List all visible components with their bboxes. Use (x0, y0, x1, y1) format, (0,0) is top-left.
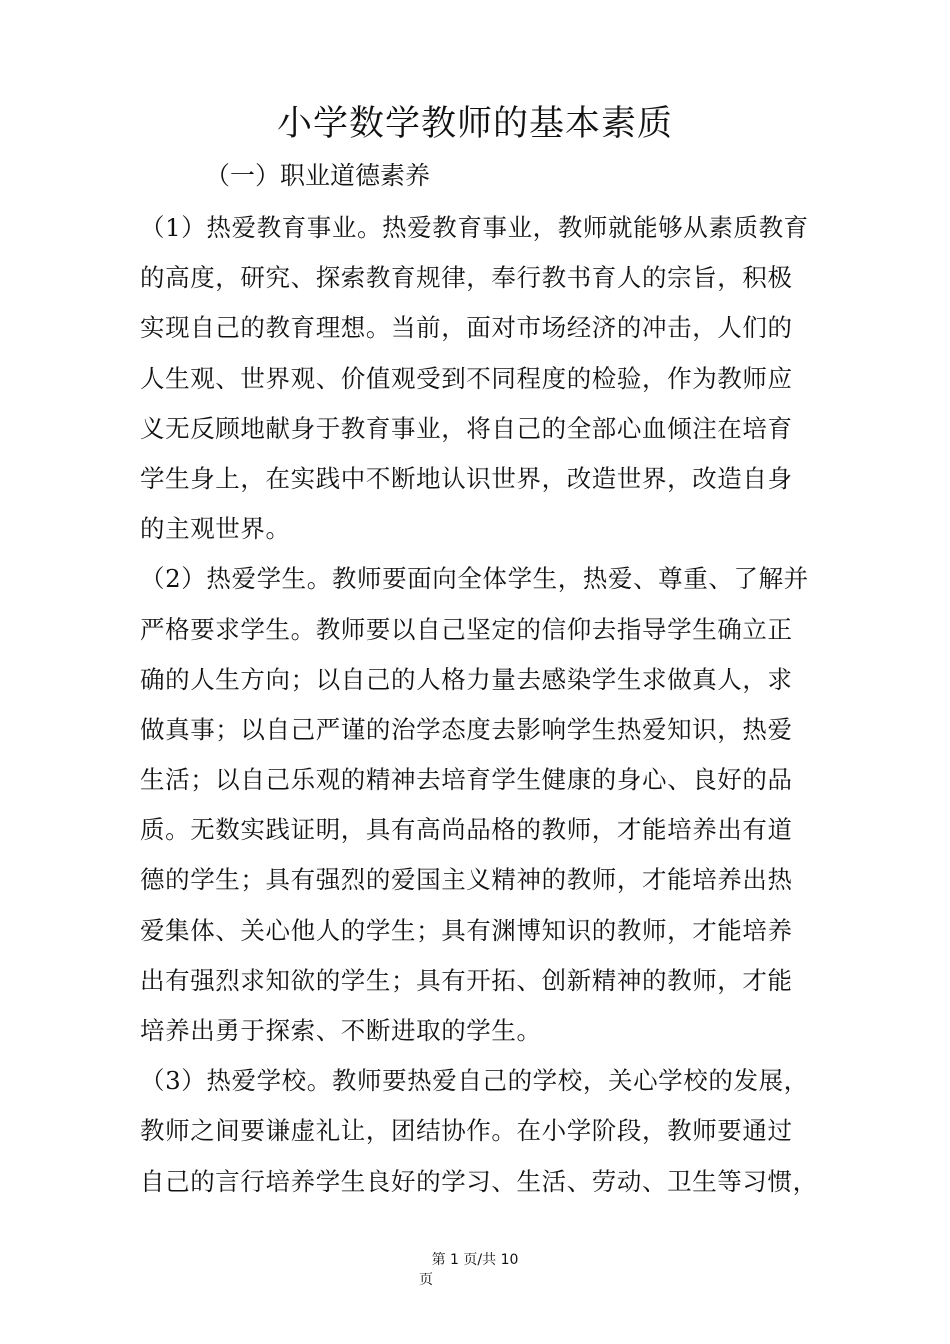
page-number-label-continued: 页 (419, 1272, 433, 1288)
text-line: （3）热爱学校。教师要热爱自己的学校，关心学校的发展， (140, 1066, 809, 1096)
text-line: 人生观、世界观、价值观受到不同程度的检验，作为教师应 (140, 363, 793, 393)
text-line: 严格要求学生。教师要以自己坚定的信仰去指导学生确立正 (140, 614, 793, 644)
text-line: 生活；以自己乐观的精神去培育学生健康的身心、良好的品 (140, 765, 793, 795)
text-line: 教师之间要谦虚礼让，团结协作。在小学阶段，教师要通过 (140, 1116, 793, 1146)
document-title: 小学数学教师的基本素质 (276, 104, 673, 144)
text-line: 实现自己的教育理想。当前，面对市场经济的冲击，人们的 (140, 313, 793, 343)
section-heading: （一）职业道德素养 (205, 161, 431, 190)
text-line: 做真事；以自己严谨的治学态度去影响学生热爱知识，热爱 (140, 714, 793, 744)
paragraph-1 (140, 203, 820, 554)
text-line: （1）热爱教育事业。热爱教育事业，教师就能够从素质教育 (140, 213, 809, 242)
page-footer (0, 1250, 950, 1290)
text-line: 的高度，研究、探索教育规律，奉行教书育人的宗旨，积极 (140, 263, 793, 293)
text-line: 的主观世界。 (140, 514, 291, 544)
text-line: 培养出勇于探索、不断进取的学生。 (140, 1016, 542, 1045)
text-line: 自己的言行培养学生良好的学习、生活、劳动、卫生等习惯， (140, 1166, 818, 1196)
text-line: 爱集体、关心他人的学生；具有渊博知识的教师，才能培养 (140, 915, 793, 945)
text-line: 学生身上，在实践中不断地认识世界，改造世界，改造自身 (140, 463, 793, 493)
page-number-label: 第 1 页/共 10 (431, 1252, 519, 1268)
paragraph-2 (140, 554, 820, 1056)
body-text (140, 203, 820, 1207)
text-line: （2）热爱学生。教师要面向全体学生，热爱、尊重、了解并 (140, 564, 809, 594)
text-line: 质。无数实践证明，具有高尚品格的教师，才能培养出有道 (140, 815, 793, 845)
text-line: 德的学生；具有强烈的爱国主义精神的教师，才能培养出热 (140, 865, 793, 895)
text-line: 出有强烈求知欲的学生；具有开拓、创新精神的教师，才能 (140, 965, 793, 995)
text-line: 确的人生方向；以自己的人格力量去感染学生求做真人，求 (140, 664, 793, 694)
paragraph-3 (140, 1056, 820, 1207)
text-line: 义无反顾地献身于教育事业，将自己的全部心血倾注在培育 (140, 413, 793, 443)
